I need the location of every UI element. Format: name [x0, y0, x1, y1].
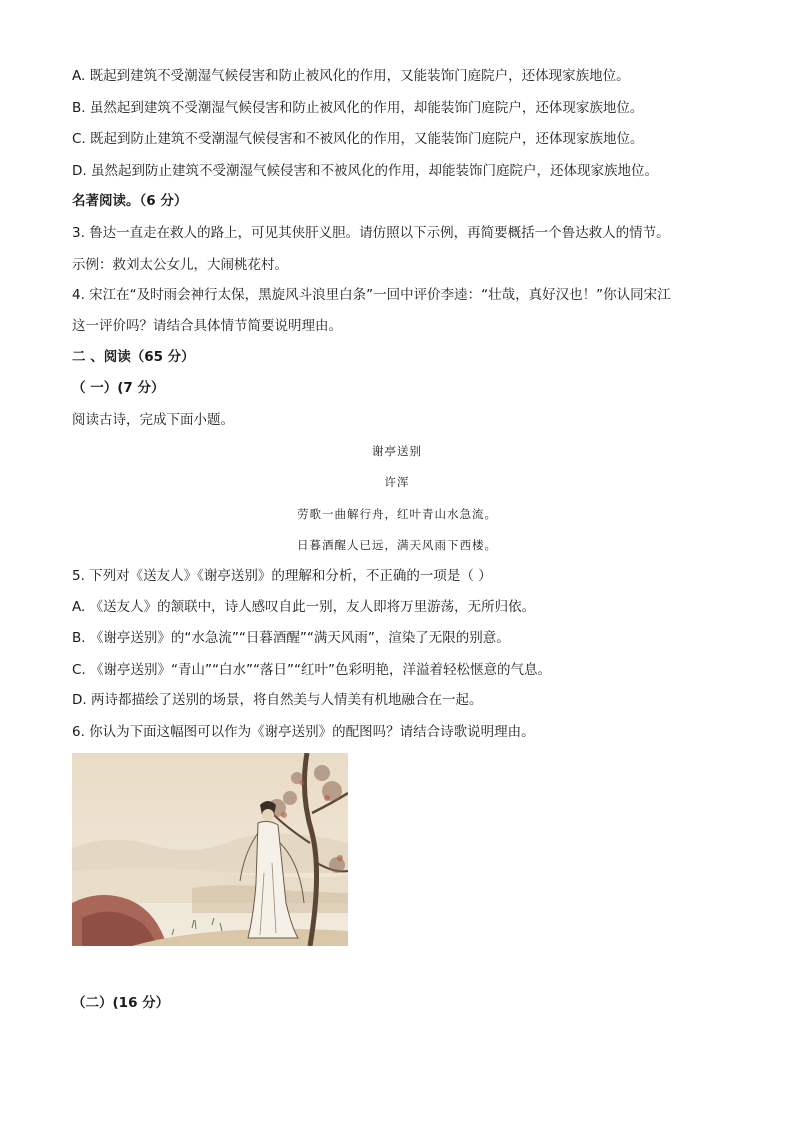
q5-option-b: B. 《谢亭送别》的“水急流”“日暮酒醒”“满天风雨”，渲染了无限的别意。	[72, 630, 510, 646]
subsection-heading-1: （ 一）(7 分）	[72, 380, 165, 396]
question-4-line1: 4. 宋江在“及时雨会神行太保，黑旋风斗浪里白条”一回中评价李逵：“壮哉，真好汉也！”你认同宋江	[72, 287, 671, 303]
subsection-heading-2: （二）(16 分）	[72, 995, 170, 1011]
q5-option-c: C. 《谢亭送别》“青山”“白水”“落日”“红叶”色彩明艳，洋溢着轻松惬意的气息。	[72, 662, 551, 678]
question-4-line2: 这一评价吗？请结合具体情节简要说明理由。	[72, 318, 342, 334]
painting-illustration	[72, 753, 348, 946]
poem-line-2: 日暮酒醒人已远，满天风雨下西楼。	[297, 538, 497, 552]
q5-option-d: D. 两诗都描绘了送别的场景，将自然美与人情美有机地融合在一起。	[72, 692, 483, 708]
painting-figure-image	[72, 753, 348, 946]
poem-author: 许浑	[384, 475, 410, 489]
option-a-text: A. 既起到建筑不受潮湿气候侵害和防止被风化的作用，又能装饰门庭院户，还体现家族地位。	[72, 68, 630, 84]
question-3-example: 示例：救刘太公女儿，大闹桃花村。	[72, 257, 288, 273]
section-heading-reading: 二 、阅读（65 分）	[72, 349, 195, 365]
question-6: 6. 你认为下面这幅图可以作为《谢亭送别》的配图吗？请结合诗歌说明理由。	[72, 724, 535, 740]
question-3: 3. 鲁达一直走在救人的路上，可见其侠肝义胆。请仿照以下示例，再简要概括一个鲁达救人的情节。	[72, 225, 670, 241]
section-heading-classics: 名著阅读。（6 分）	[72, 193, 188, 209]
instruction-text: 阅读古诗，完成下面小题。	[72, 412, 234, 428]
q5-option-a: A. 《送友人》的颔联中，诗人感叹自此一别，友人即将万里游荡，无所归依。	[72, 599, 536, 615]
option-c-text: C. 既起到防止建筑不受潮湿气候侵害和不被风化的作用，又能装饰门庭院户，还体现家族地位。	[72, 131, 644, 147]
question-5: 5. 下列对《送友人》《谢亭送别》的理解和分析，不正确的一项是（ ）	[72, 568, 492, 584]
poem-line-1: 劳歌一曲解行舟，红叶青山水急流。	[297, 507, 497, 521]
option-d-text: D. 虽然起到防止建筑不受潮湿气候侵害和不被风化的作用，却能装饰门庭院户，还体现家族地位。	[72, 163, 658, 179]
option-b-text: B. 虽然起到建筑不受潮湿气候侵害和防止被风化的作用，却能装饰门庭院户，还体现家族地位。	[72, 100, 644, 116]
poem-title: 谢亭送别	[372, 444, 422, 458]
